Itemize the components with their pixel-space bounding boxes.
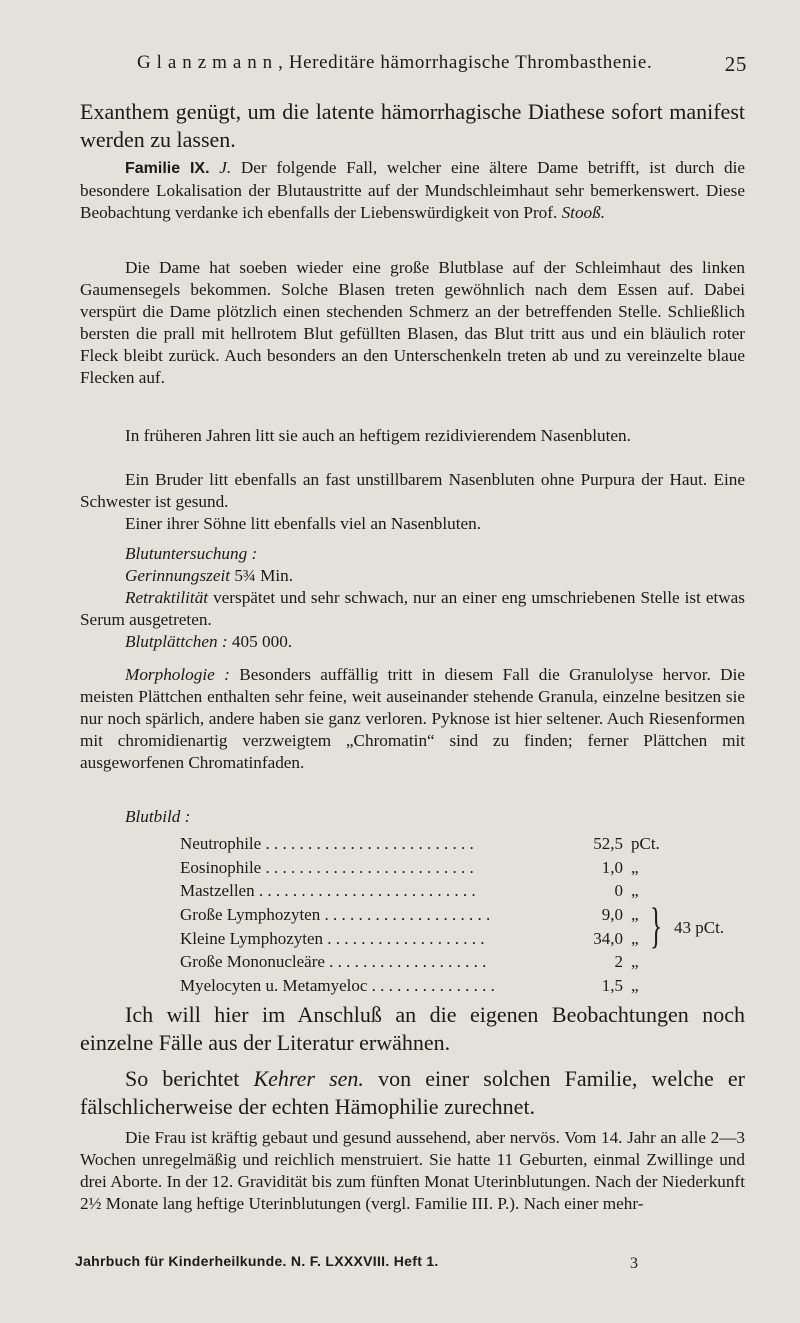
footer	[75, 1251, 745, 1270]
cell-unit: „	[631, 881, 639, 901]
kehrer-pre: So berichtet	[125, 1066, 240, 1091]
frueher-paragraph: In früheren Jahren litt sie auch an heftigem rezidivierendem Nasenbluten.	[125, 426, 631, 445]
cell-value: 34,0	[593, 928, 623, 948]
prof-name: Stooß.	[561, 203, 606, 222]
cell-value: 1,0	[601, 857, 623, 877]
cell-unit: pCt.	[631, 834, 660, 853]
morphologie-text: Besonders auffällig tritt in diesem Fall die Granulolyse hervor. Die meisten Plättchen enthalten sehr feine, weit auseinander stehende Granula, einzelne besitzen sie nur noch spärlich, andere haben sie ganz verloren. Pyknose ist hier seltener. Auch Riesenformen mit chromidienartig verzweigtem „Chromatin“ sind zu finden; ferner Plättchen mit ausgeworfenen Chromatinfaden.	[80, 665, 745, 772]
morphologie-label: Morphologie :	[125, 665, 230, 684]
cell-unit: „	[631, 976, 639, 996]
cell-name: Myelocyten u. Metamyeloc . . . . . . . . . . . . . . .	[180, 976, 495, 996]
lymphocyte-brace: }	[650, 897, 662, 953]
cell-unit: „	[631, 857, 639, 877]
lymphocyte-total: 43 pCt.	[674, 918, 725, 937]
table-row	[180, 856, 740, 880]
cell-name: Große Mononucleäre . . . . . . . . . . . . . . . . . . .	[180, 952, 487, 972]
table-row	[180, 950, 740, 974]
blutuntersuchung-heading: Blutuntersuchung :	[125, 544, 258, 563]
kehrer-post: von einer solchen Familie, welche er fälschlicherweise der echten Hämophilie zurechnet.	[80, 1066, 745, 1119]
bruder-block	[80, 469, 745, 513]
soehne-block	[80, 513, 745, 535]
cell-value: 2	[614, 952, 623, 972]
cell-name: Große Lymphozyten . . . . . . . . . . . . . . . . . . . .	[180, 905, 491, 925]
soehne-paragraph: Einer ihrer Söhne litt ebenfalls viel an Nasenbluten.	[125, 514, 482, 533]
gerinnung-value: 5¾ Min.	[234, 566, 294, 585]
retraktil-label: Retraktilität	[125, 588, 209, 607]
signature-mark: 3	[630, 1255, 638, 1272]
cell-name: Kleine Lymphozyten . . . . . . . . . . . . . . . . . . .	[180, 928, 485, 948]
plaettchen-value: 405 000.	[231, 632, 293, 651]
blutbild-heading: Blutbild :	[125, 807, 191, 826]
cell-value: 52,5	[593, 834, 623, 853]
frueher-block	[80, 425, 745, 447]
anschluss-block	[80, 1001, 745, 1057]
table-row	[180, 832, 740, 856]
cell-unit: „	[631, 905, 639, 925]
retraktil-paragraph	[80, 587, 745, 631]
familie-paragraph	[80, 157, 745, 224]
blutuntersuchung-block	[80, 543, 745, 653]
cell-unit: „	[631, 952, 639, 972]
dame-block	[80, 257, 745, 389]
cell-name: Neutrophile . . . . . . . . . . . . . . . . . . . . . . . . .	[180, 834, 474, 853]
frau-paragraph: Die Frau ist kräftig gebaut und gesund aussehend, aber nervös. Vom 14. Jahr an alle 2—3 Wochen unregelmäßig und reichlich menstruiert. Sie hatte 11 Geburten, einmal Zwillinge und drei Aborte. In der 12. Gravidität bis zum fünften Monat Uterinblutungen. Nach der Niederkunft 2½ Monate lang heftige Uterinblutungen (vergl. Familie III. P.). Nach einer mehr-	[80, 1128, 745, 1213]
cell-name: Eosinophile . . . . . . . . . . . . . . . . . . . . . . . . .	[180, 857, 474, 877]
retraktil-text: verspätet und sehr schwach, nur an einer eng umschriebenen Stelle ist etwas Serum ausgetreten.	[80, 588, 745, 629]
familie-text: Der folgende Fall, welcher eine ältere Dame betrifft, ist durch die besondere Lokalisation der Blutaustritte auf der Mundschleimhaut sehr bemerkenswert. Diese Beobachtung verdanke ich ebenfalls der Liebenswürdigkeit von Prof.	[80, 158, 746, 222]
running-header	[137, 52, 747, 74]
gerinnung-label: Gerinnungszeit	[125, 566, 231, 585]
kehrer-paragraph	[80, 1065, 745, 1121]
familie-block	[80, 157, 745, 224]
running-title: G l a n z m a n n , Hereditäre hämorrhagische Thrombasthenie.	[137, 52, 653, 73]
page-number: 25	[724, 52, 747, 76]
morphologie-paragraph	[80, 664, 745, 774]
intro-block	[80, 98, 745, 154]
familie-initial: J.	[219, 158, 232, 177]
cell-name: Mastzellen . . . . . . . . . . . . . . . . . . . . . . . . . .	[180, 881, 476, 901]
anschluss-paragraph: Ich will hier im Anschluß an die eigenen Beobachtungen noch einzelne Fälle aus der Literatur erwähnen.	[80, 1002, 745, 1055]
plaettchen-line	[80, 631, 745, 653]
intro-paragraph: Exanthem genügt, um die latente hämorrhagische Diathese sofort manifest werden zu lassen.	[80, 99, 745, 152]
cell-unit: „	[631, 928, 639, 948]
dame-paragraph: Die Dame hat soeben wieder eine große Blutblase auf der Schleimhaut des linken Gaumensegels bekommen. Solche Blasen treten gewöhnlich nach dem Essen auf. Dabei verspürt die Dame plötzlich einen stechenden Schmerz an der betreffenden Stelle. Schließlich bersten die prall mit hellrotem Blut gefüllten Blasen, das Blut tritt aus und ein bläulich roter Fleck bleibt zurück. Auch besonders an den Unterschenkeln treten ab und zu vereinzelte blaue Flecken auf.	[80, 258, 745, 387]
journal-line: Jahrbuch für Kinderheilkunde. N. F. LXXXVIII. Heft 1.	[75, 1253, 439, 1269]
morphologie-block	[80, 664, 745, 774]
bruder-paragraph: Ein Bruder litt ebenfalls an fast unstillbarem Nasenbluten ohne Purpura der Haut. Eine Schwester ist gesund.	[80, 470, 745, 511]
cell-value: 9,0	[601, 905, 623, 925]
kehrer-block	[80, 1065, 745, 1121]
blutbild-heading-block	[80, 806, 745, 828]
table-row	[180, 974, 740, 998]
gerinnung-line	[80, 565, 745, 587]
cell-value: 1,5	[601, 976, 623, 996]
plaettchen-label: Blutplättchen :	[125, 632, 228, 651]
frau-block	[80, 1127, 745, 1215]
familie-label: Familie IX.	[125, 160, 210, 177]
kehrer-name: Kehrer sen.	[253, 1066, 364, 1091]
cell-value: 0	[614, 881, 623, 901]
